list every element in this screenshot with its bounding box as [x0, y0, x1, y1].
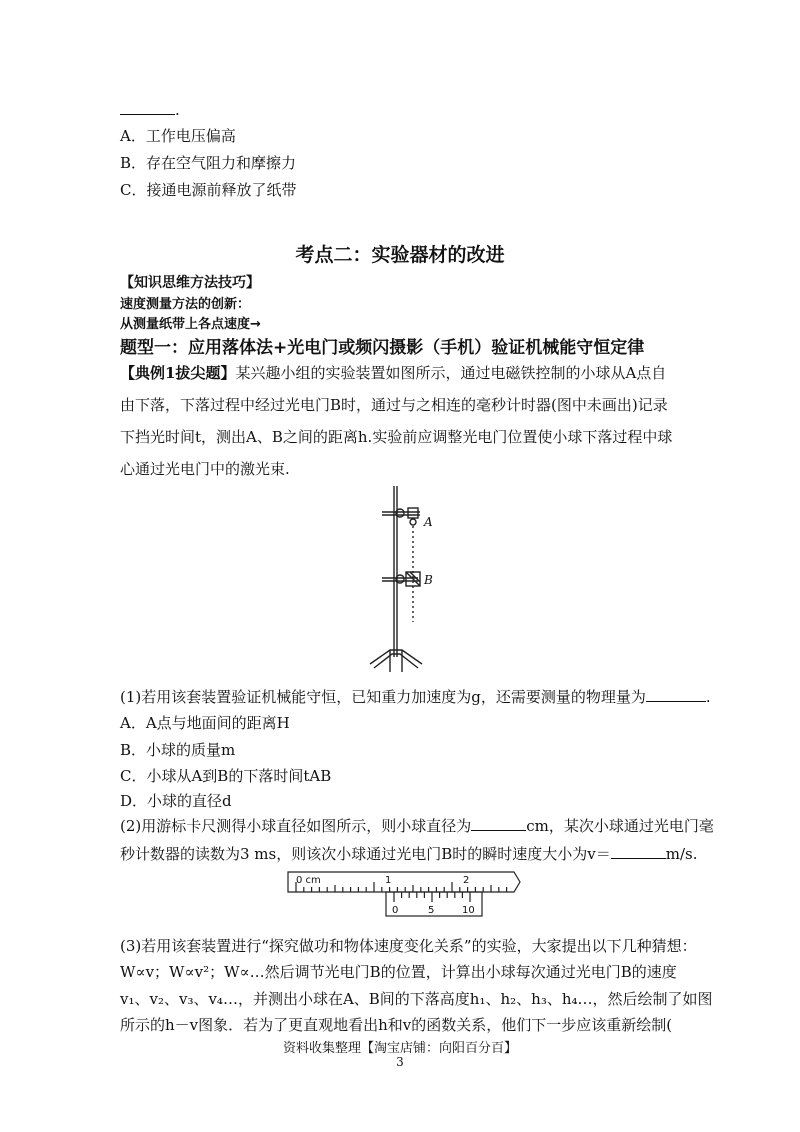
q1-blank	[646, 687, 706, 702]
q3-line-2: W∝v；W∝v²；W∝…然后调节光电门B的位置，计算出小球每次通过光电门B的速度	[120, 963, 677, 981]
answer-blank-line	[120, 100, 180, 119]
blank-tail: .	[175, 101, 180, 119]
q3-line-3: v₁、v₂、v₃、v₄…，并测出小球在A、B间的下落高度h₁、h₂、h₃、h₄…，然后绘制了如图	[120, 990, 713, 1008]
caliper-main-tick-2: 2	[463, 875, 470, 886]
type-title: 题型一：应用落体法+光电门或频闪摄影（手机）验证机械能守恒定律	[120, 338, 645, 358]
answer-blank	[120, 100, 175, 115]
figure-label-a: A	[424, 515, 433, 529]
caliper-vernier-tick-5: 5	[428, 905, 435, 916]
q1-stem-tail: .	[705, 688, 711, 706]
example-text: 某兴趣小组的实验装置如图所示，通过电磁铁控制的小球从A点自由下落，下落过程中经过光电门B时，通过与之相连的毫秒计时器(图中未画出)记录下挡光时间t，测出A、B之间的距离h.实验前应调整光电门位置使小球下落过程中球心通过光电门中的激光束.	[120, 364, 673, 478]
q2-line-2	[120, 843, 697, 864]
q2-blank-1	[471, 816, 526, 831]
prev-option-a: A．工作电压偏高	[120, 127, 236, 145]
prev-option-b: B．存在空气阻力和摩擦力	[120, 154, 297, 172]
example-paragraph	[120, 357, 680, 485]
q1-stem-text: (1)若用该套装置验证机械能守恒，已知重力加速度为g，还需要测量的物理量为	[120, 688, 646, 706]
q1-option-a: A．A点与地面间的距离H	[120, 714, 290, 732]
figure-label-b: B	[424, 573, 433, 587]
q3-line-4: 所示的h－v图象．若为了更直观地看出h和v的函数关系，他们下一步应该重新绘制(	[120, 1016, 673, 1034]
q2-line-1	[120, 815, 714, 836]
section-title: 考点二：实验器材的改进	[295, 244, 505, 266]
caliper-unit-label: 0 cm	[296, 875, 321, 886]
q2-line-1b: cm，某次小球通过光电门毫	[526, 817, 714, 835]
caliper-vernier-tick-0: 0	[392, 905, 399, 916]
page-number: 3	[396, 1055, 404, 1069]
example-tag: 【典例1拔尖题】	[120, 364, 236, 382]
q1-option-b: B．小球的质量m	[120, 741, 236, 759]
q1-option-c: C．小球从A到B的下落时间tAB	[120, 767, 332, 785]
caliper-vernier-tick-10: 10	[462, 905, 475, 916]
q2-line-2a: 秒计数器的读数为3 ms，则该次小球通过光电门B时的瞬时速度大小为v＝	[120, 845, 611, 863]
knowledge-line-1: 速度测量方法的创新：	[120, 297, 251, 312]
caliper-main-tick-1: 1	[385, 875, 392, 886]
q2-blank-2	[611, 844, 666, 859]
knowledge-header: 【知识思维方法技巧】	[120, 275, 260, 291]
q1-stem	[120, 686, 711, 707]
q3-line-1: (3)若用该套装置进行“探究做功和物体速度变化关系”的实验，大家提出以下几种猜想：	[120, 937, 697, 955]
footer-source: 资料收集整理【淘宝店铺：向阳百分百】	[282, 1041, 517, 1056]
q1-option-d: D．小球的直径d	[120, 792, 232, 810]
q2-line-2b: m/s.	[665, 845, 698, 863]
prev-option-c: C．接通电源前释放了纸带	[120, 181, 297, 199]
apparatus-figure	[360, 482, 460, 672]
knowledge-line-2: 从测量纸带上各点速度→	[120, 317, 261, 332]
vernier-caliper-figure	[286, 868, 522, 922]
q2-line-1a: (2)用游标卡尺测得小球直径如图所示，则小球直径为	[120, 817, 472, 835]
